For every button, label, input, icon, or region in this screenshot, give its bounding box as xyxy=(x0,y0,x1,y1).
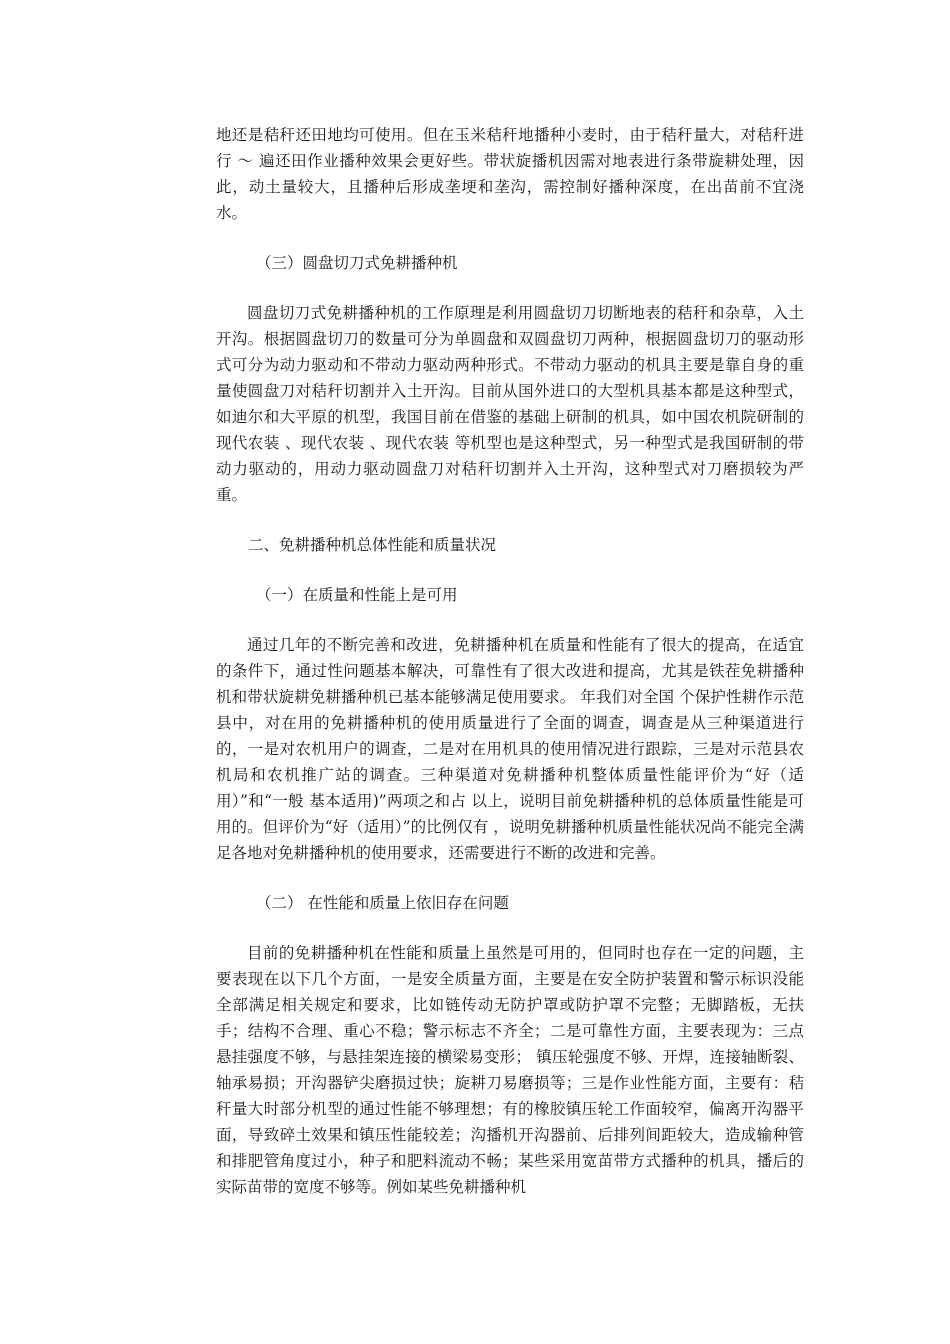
paragraph-intro: 地还是秸秆还田地均可使用。但在玉米秸秆地播种小麦时，由于秸秆量大，对秸秆进行 ～ 遍还田作业播种效果会更好些。带状旋播机因需对地表进行条带旋耕处理，因此，动土量较大，且播种后形成垄埂和垄沟，需控制好播种深度，在出苗前不宜浇水。 xyxy=(216,126,804,222)
heading-disc-opener: （三）圆盘切刀式免耕播种机 xyxy=(256,254,458,272)
heading-subsection-1: （一）在质量和性能上是可用 xyxy=(256,586,458,604)
heading-section-2: 二、免耕播种机总体性能和质量状况 xyxy=(248,536,497,554)
paragraph-disc-opener: 圆盘切刀式免耕播种机的工作原理是利用圆盘切刀切断地表的秸秆和杂草，入土开沟。根据圆盘切刀的数量可分为单圆盘和双圆盘切刀两种，根据圆盘切刀的驱动形式可分为动力驱动和不带动力驱动两种形式。不带动力驱动的机具主要是靠自身的重量使圆盘刀对秸秆切割并入土开沟。目前从国外进口的大型机具基本都是这种型式，如迪尔和大平原的机型，我国目前在借鉴的基础上研制的机具，如中国农机院研制的现代农装 、现代农装 、现代农装 等机型也是这种型式，另一种型式是我国研制的带动力驱动的，用动力驱动圆盘刀对秸秆切割并入土开沟，这种型式对刀磨损较为严重。 xyxy=(216,304,804,504)
paragraph-subsection-2: 目前的免耕播种机在性能和质量上虽然是可用的，但同时也存在一定的问题，主要表现在以下几个方面，一是安全质量方面，主要是在安全防护装置和警示标识没能全部满足相关规定和要求，比如链传动无防护罩或防护罩不完整；无脚踏板，无扶手；结构不合理、重心不稳；警示标志不齐全；二是可靠性方面，主要表现为：三点悬挂强度不够，与悬挂架连接的横梁易变形； 镇压轮强度不够、开焊，连接轴断裂、轴承易损；开沟器铲尖磨损过快；旋耕刀易磨损等；三是作业性能方面，主要有：秸秆量大时部分机型的通过性能不够理想；有的橡胶镇压轮工作面较窄，偏离开沟器平面，导致碎土效果和镇压性能较差；沟播机开沟器前、后排列间距较大，造成输种管和排肥管角度过小，种子和肥料流动不畅；某些采用宽苗带方式播种的机具，播后的实际苗带的宽度不够等。例如某些免耕播种机 xyxy=(216,944,804,1196)
document-body xyxy=(216,122,804,1224)
paragraph-subsection-1: 通过几年的不断完善和改进，免耕播种机在质量和性能有了很大的提高，在适宜的条件下，通过性问题基本解决，可靠性有了很大改进和提高，尤其是铁茬免耕播种机和带状旋耕免耕播种机已基本能够满足使用要求。 年我们对全国 个保护性耕作示范县中，对在用的免耕播种机的使用质量进行了全面的调查，调查是从三种渠道进行的，一是对农机用户的调查，二是对在用机具的使用情况进行跟踪，三是对示范县农机局和农机推广站的调查。三种渠道对免耕播种机整体质量性能评价为“好（适用）”和“一般 基本适用)”两项之和占 以上，说明目前免耕播种机的总体质量性能是可用的。但评价为“好（适用）”的比例仅有 ，说明免耕播种机质量性能状况尚不能完全满足各地对免耕播种机的使用要求，还需要进行不断的改进和完善。 xyxy=(216,636,804,862)
heading-subsection-2: （二） 在性能和质量上依旧存在问题 xyxy=(256,894,509,912)
